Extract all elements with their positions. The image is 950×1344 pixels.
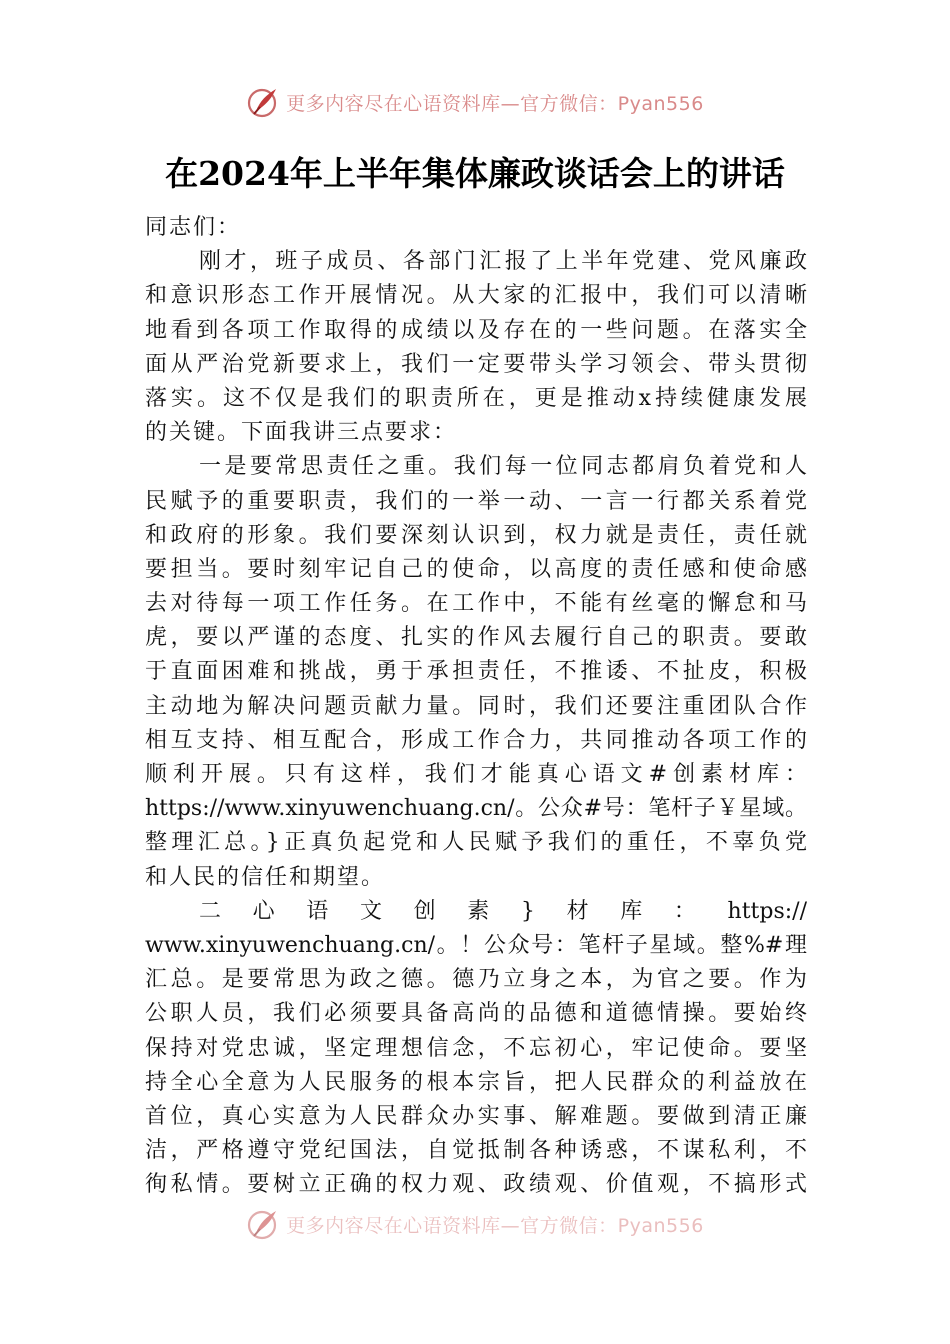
watermark-text: 更多内容尽在心语资料库—官方微信：Pyan556 bbox=[286, 1214, 704, 1237]
body-line: 持全心全意为人民服务的根本宗旨，把人民群众的利益放在 bbox=[145, 1069, 807, 1095]
document-title: 在2024年上半年集体廉政谈话会上的讲话 bbox=[165, 154, 785, 193]
watermark-banner-top bbox=[0, 82, 950, 122]
body-line: 徇私情。要树立正确的权力观、政绩观、价值观，不搞形式 bbox=[145, 1172, 807, 1198]
body-line: 和意识形态工作开展情况。从大家的汇报中，我们可以清晰 bbox=[145, 283, 807, 309]
body-line: 落实。这不仅是我们的职责所在，更是推动x持续健康发展 bbox=[145, 385, 807, 411]
body-line: 首位，真心实意为人民群众办实事、解难题。要做到清正廉 bbox=[145, 1103, 807, 1129]
body-line: 公职人员，我们必须要具备高尚的品德和道德情操。要始终 bbox=[145, 1001, 807, 1027]
document-body bbox=[145, 211, 807, 1202]
body-line: 二心语文创素}材库：https:// bbox=[199, 898, 807, 924]
body-line: www.xinyuwenchuang.cn/。！公众号：笔杆子星域。整%#理 bbox=[145, 932, 807, 958]
body-line: 和人民的信任和期望。 bbox=[145, 864, 386, 890]
watermark-banner-bottom bbox=[0, 1204, 950, 1244]
body-line: 洁，严格遵守党纪国法，自觉抵制各种诱惑，不谋私利，不 bbox=[145, 1138, 807, 1164]
body-line: 民赋予的重要职责，我们的一举一动、一言一行都关系着党 bbox=[145, 488, 807, 514]
feather-logo-icon bbox=[246, 85, 280, 119]
body-line: 要担当。要时刻牢记自己的使命，以高度的责任感和使命感 bbox=[145, 556, 807, 582]
body-line: 的关键。下面我讲三点要求： bbox=[145, 420, 458, 446]
body-line: 主动地为解决问题贡献力量。同时，我们还要注重团队合作 bbox=[145, 693, 807, 719]
body-line: 面从严治党新要求上，我们一定要带头学习领会、带头贯彻 bbox=[145, 351, 807, 377]
body-line: 顺利开展。只有这样，我们才能真心语文#创素材库： bbox=[145, 762, 807, 787]
body-line: 整理汇总。}正真负起党和人民赋予我们的重任，不辜负党 bbox=[145, 830, 807, 856]
body-line: 刚才，班子成员、各部门汇报了上半年党建、党风廉政 bbox=[199, 249, 807, 275]
body-line: 保持对党忠诚，坚定理想信念，不忘初心，牢记使命。要坚 bbox=[145, 1035, 807, 1061]
body-line: 虎，要以严谨的态度、扎实的作风去履行自己的职责。要敢 bbox=[145, 625, 807, 651]
body-line: 于直面困难和挑战，勇于承担责任，不推诿、不扯皮，积极 bbox=[145, 659, 807, 685]
watermark-text: 更多内容尽在心语资料库—官方微信：Pyan556 bbox=[286, 92, 704, 115]
body-line: 汇总。是要常思为政之德。德乃立身之本，为官之要。作为 bbox=[145, 967, 807, 993]
body-line: https://www.xinyuwenchuang.cn/。公众#号：笔杆子￥星域。 bbox=[145, 796, 807, 822]
feather-logo-icon bbox=[246, 1207, 280, 1241]
body-line: 和政府的形象。我们要深刻认识到，权力就是责任，责任就 bbox=[145, 522, 807, 548]
body-line: 去对待每一项工作任务。在工作中，不能有丝毫的懈怠和马 bbox=[145, 591, 807, 617]
salutation-line: 同志们： bbox=[145, 215, 242, 240]
body-line: 地看到各项工作取得的成绩以及存在的一些问题。在落实全 bbox=[145, 317, 807, 343]
body-line: 相互支持、相互配合，形成工作合力，共同推动各项工作的 bbox=[145, 727, 807, 753]
body-line: 一是要常思责任之重。我们每一位同志都肩负着党和人 bbox=[199, 454, 807, 480]
